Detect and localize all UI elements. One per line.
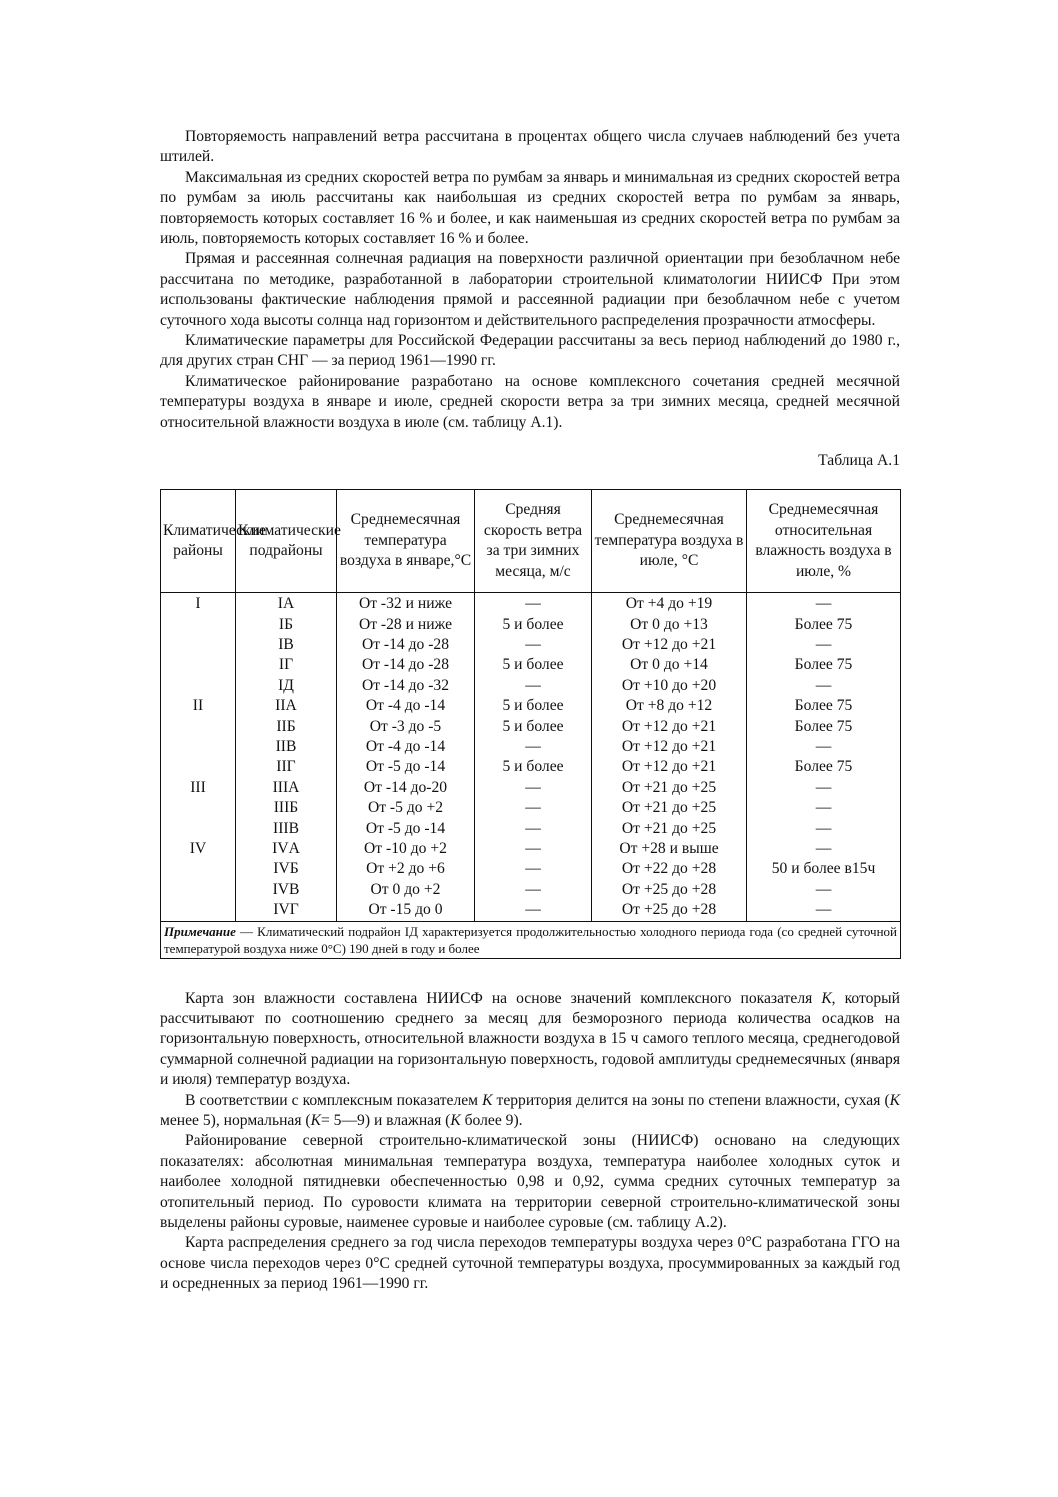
- table-cell: От -14 до-20: [337, 778, 475, 798]
- table-cell: —: [475, 778, 592, 798]
- closing-section: [160, 989, 900, 1295]
- table-cell: От +12 до +21: [592, 717, 747, 737]
- table-row: [161, 655, 901, 675]
- table-cell: —: [747, 737, 901, 757]
- table-cell: От -5 до +2: [337, 798, 475, 818]
- table-row: [161, 819, 901, 839]
- text-run: Карта зон влажности составлена НИИСФ на основе значений комплексного показателя: [185, 989, 822, 1007]
- paragraph: Климатические параметры для Российской Федерации рассчитаны за весь период наблюдений до 1980 г., для других стран СНГ — за период 1961—1990 гг.: [160, 332, 900, 370]
- table-cell: 50 и более в15ч: [747, 859, 901, 879]
- table-cell: От +12 до +21: [592, 635, 747, 655]
- table-cell: От -3 до -5: [337, 717, 475, 737]
- table-cell: От +12 до +21: [592, 757, 747, 777]
- table-cell: IIIВ: [236, 819, 337, 839]
- table-row: [161, 615, 901, 635]
- table-cell: Более 75: [747, 757, 901, 777]
- text-run: менее 5), нормальная (: [160, 1112, 311, 1130]
- table-cell: [161, 676, 236, 696]
- table-cell: IД: [236, 676, 337, 696]
- table-cell: IIГ: [236, 757, 337, 777]
- intro-section: [160, 127, 900, 433]
- table-row: [161, 778, 901, 798]
- table-note-row: [161, 921, 901, 958]
- table-cell: От +21 до +25: [592, 798, 747, 818]
- table-cell: От -14 до -32: [337, 676, 475, 696]
- table-row: [161, 880, 901, 900]
- k-symbol: К: [450, 1112, 461, 1130]
- table-cell: Более 75: [747, 717, 901, 737]
- table-cell: От -32 и ниже: [337, 593, 475, 615]
- table-cell: [161, 859, 236, 879]
- table-row: [161, 757, 901, 777]
- table-cell: От -14 до -28: [337, 655, 475, 675]
- table-cell: От +21 до +25: [592, 778, 747, 798]
- table-cell: IВ: [236, 635, 337, 655]
- k-symbol: К: [482, 1091, 493, 1109]
- table-cell: IIIБ: [236, 798, 337, 818]
- header-cell: Среднемесячная относительная влажность воздуха в июле, %: [747, 490, 901, 593]
- text-run: более 9).: [460, 1112, 523, 1130]
- table-cell: IIIА: [236, 778, 337, 798]
- table-cell: От 0 до +13: [592, 615, 747, 635]
- table-cell: От -14 до -28: [337, 635, 475, 655]
- paragraph: [160, 1091, 900, 1132]
- table-cell: —: [747, 676, 901, 696]
- table-row: [161, 696, 901, 716]
- table-cell: IVВ: [236, 880, 337, 900]
- table-cell: От -5 до -14: [337, 757, 475, 777]
- table-cell: От +21 до +25: [592, 819, 747, 839]
- table-caption: Таблица А.1: [818, 452, 900, 470]
- header-cell: Климатические районы: [161, 490, 236, 593]
- table-cell: IVА: [236, 839, 337, 859]
- text-run: территория делится на зоны по степени влажности, сухая (: [492, 1091, 890, 1109]
- table-cell: IIА: [236, 696, 337, 716]
- table-cell: —: [475, 839, 592, 859]
- table-cell: III: [161, 778, 236, 798]
- table-cell: От +8 до +12: [592, 696, 747, 716]
- table-row: [161, 737, 901, 757]
- k-symbol: К: [310, 1112, 321, 1130]
- table-cell: —: [747, 798, 901, 818]
- table-cell: [161, 717, 236, 737]
- table-cell: [161, 757, 236, 777]
- k-symbol: К: [889, 1091, 901, 1109]
- table-cell: От +12 до +21: [592, 737, 747, 757]
- table-cell: [161, 798, 236, 818]
- table-row: [161, 593, 901, 615]
- paragraph: Карта распределения среднего за год числа переходов температуры воздуха через 0°С разработана ГГО на основе числа переходов через 0°С средней суточной температуры воздуха, просуммированных за каждый год и осредненных за период 1961—1990 гг.: [160, 1234, 900, 1293]
- header-cell: Климатические подрайоны: [236, 490, 337, 593]
- paragraph: Максимальная из средних скоростей ветра по румбам за январь и минимальная из средних скоростей ветра по румбам за июль рассчитаны как наибольшая из средних скоростей ветра по румбам за январь, повторяемость которых составляет 16 % и более, и как наименьшая из средних скоростей ветра по румбам за июль, повторяемость которых составляет 16 % и более.: [160, 168, 900, 248]
- table-cell: 5 и более: [475, 655, 592, 675]
- table-cell: I: [161, 593, 236, 615]
- table-row: [161, 798, 901, 818]
- table-cell: —: [747, 880, 901, 900]
- paragraph: Районирование северной строительно-климатической зоны (НИИСФ) основано на следующих показателях: абсолютная минимальная температура воздуха, температура наиболее холодных суток и наиболее холодной пятидневки обеспеченностью 0,98 и 0,92, сумма средних суточных температур за отопительный период. По суровости климата на территории северной строительно-климатической зоны выделены районы суровые, наименее суровые и наиболее суровые (см. таблицу А.2).: [160, 1132, 900, 1232]
- table-cell: —: [747, 839, 901, 859]
- table-cell: Более 75: [747, 615, 901, 635]
- table-row: [161, 900, 901, 921]
- header-cell: Среднемесячная температура воздуха в январе,°С: [337, 490, 475, 593]
- table-cell: —: [475, 900, 592, 921]
- table-cell: —: [747, 635, 901, 655]
- table-cell: —: [747, 819, 901, 839]
- table-cell: IVГ: [236, 900, 337, 921]
- note-label: Примечание: [164, 923, 236, 939]
- table-cell: 5 и более: [475, 717, 592, 737]
- header-cell: Среднемесячная температура воздуха в июле, °С: [592, 490, 747, 593]
- text-run: В соответствии с комплексным показателем: [185, 1091, 483, 1109]
- table-row: [161, 676, 901, 696]
- text-run: = 5—9) и влажная (: [320, 1112, 451, 1130]
- table-cell: 5 и более: [475, 696, 592, 716]
- table-cell: —: [475, 819, 592, 839]
- paragraph: Климатическое районирование разработано на основе комплексного сочетания средней месячной температуры воздуха в январе и июле, средней скорости ветра за три зимних месяца, средней месячной относительной влажности воздуха в июле (см. таблицу А.1).: [160, 372, 900, 431]
- table-cell: IIВ: [236, 737, 337, 757]
- table-cell: [161, 880, 236, 900]
- table-cell: —: [475, 737, 592, 757]
- table-cell: —: [475, 880, 592, 900]
- table-cell: IА: [236, 593, 337, 615]
- table-cell: —: [475, 798, 592, 818]
- table-cell: От +25 до +28: [592, 900, 747, 921]
- paragraph: Прямая и рассеянная солнечная радиация на поверхности различной ориентации при безоблачном небе рассчитана по методике, разработанной в лаборатории строительной климатологии НИИСФ При этом использованы фактические наблюдения прямой и рассеянной радиации при безоблачном небе с учетом суточного хода высоты солнца над горизонтом и действительного распределения прозрачности атмосферы.: [160, 250, 900, 329]
- header-cell: Средняя скорость ветра за три зимних месяца, м/с: [475, 490, 592, 593]
- table-cell: От +4 до +19: [592, 593, 747, 615]
- table-cell: От +22 до +28: [592, 859, 747, 879]
- table-cell: Более 75: [747, 696, 901, 716]
- table-header-row: [161, 490, 901, 593]
- table-cell: От -4 до -14: [337, 696, 475, 716]
- table-cell: II: [161, 696, 236, 716]
- table-cell: [161, 737, 236, 757]
- table-cell: От +28 и выше: [592, 839, 747, 859]
- table-row: [161, 717, 901, 737]
- table-cell: От +2 до +6: [337, 859, 475, 879]
- table-cell: [161, 819, 236, 839]
- table-cell: —: [475, 635, 592, 655]
- table-cell: От +10 до +20: [592, 676, 747, 696]
- table-cell: От 0 до +14: [592, 655, 747, 675]
- table-cell: Более 75: [747, 655, 901, 675]
- table-cell: [161, 615, 236, 635]
- table-cell: —: [747, 778, 901, 798]
- table-cell: От -28 и ниже: [337, 615, 475, 635]
- table-cell: От -5 до -14: [337, 819, 475, 839]
- table-cell: —: [475, 676, 592, 696]
- table-row: [161, 635, 901, 655]
- table-row: [161, 859, 901, 879]
- table-cell: [161, 635, 236, 655]
- table-cell: 5 и более: [475, 615, 592, 635]
- table-cell: [161, 655, 236, 675]
- table-cell: —: [747, 900, 901, 921]
- table-cell: [161, 900, 236, 921]
- table-cell: —: [475, 859, 592, 879]
- table-cell: IIБ: [236, 717, 337, 737]
- table-cell: От -4 до -14: [337, 737, 475, 757]
- climate-table: [160, 489, 901, 959]
- paragraph: [160, 989, 900, 1091]
- table-cell: —: [475, 593, 592, 615]
- table-cell: От +25 до +28: [592, 880, 747, 900]
- k-symbol: К: [821, 989, 832, 1007]
- note-text: — Климатический подрайон IД характеризуется продолжительностью холодного периода года (со средней суточной температурой воздуха ниже 0°С) 190 дней в году и более: [164, 923, 897, 956]
- table-note: [161, 921, 901, 958]
- table-cell: 5 и более: [475, 757, 592, 777]
- table-cell: —: [747, 593, 901, 615]
- document-page: [160, 127, 900, 1295]
- paragraph: Повторяемость направлений ветра рассчитана в процентах общего числа случаев наблюдений без учета штилей.: [160, 128, 900, 166]
- table-row: [161, 839, 901, 859]
- table-cell: IГ: [236, 655, 337, 675]
- table-cell: От -10 до +2: [337, 839, 475, 859]
- table-body: [161, 593, 901, 922]
- table-cell: От 0 до +2: [337, 880, 475, 900]
- table-cell: От -15 до 0: [337, 900, 475, 921]
- table-cell: IБ: [236, 615, 337, 635]
- text-run: , который рассчитывают по соотношению среднего за месяц для безморозного периода количества осадков на горизонтальную поверхность, относительной влажности воздуха в 15 ч самого теплого месяца, среднегодовой суммарной солнечной радиации на горизонтальную поверхность, годовой амплитуды среднемесячных (января и июля) температур воздуха.: [160, 989, 900, 1089]
- table-cell: IV: [161, 839, 236, 859]
- table-cell: IVБ: [236, 859, 337, 879]
